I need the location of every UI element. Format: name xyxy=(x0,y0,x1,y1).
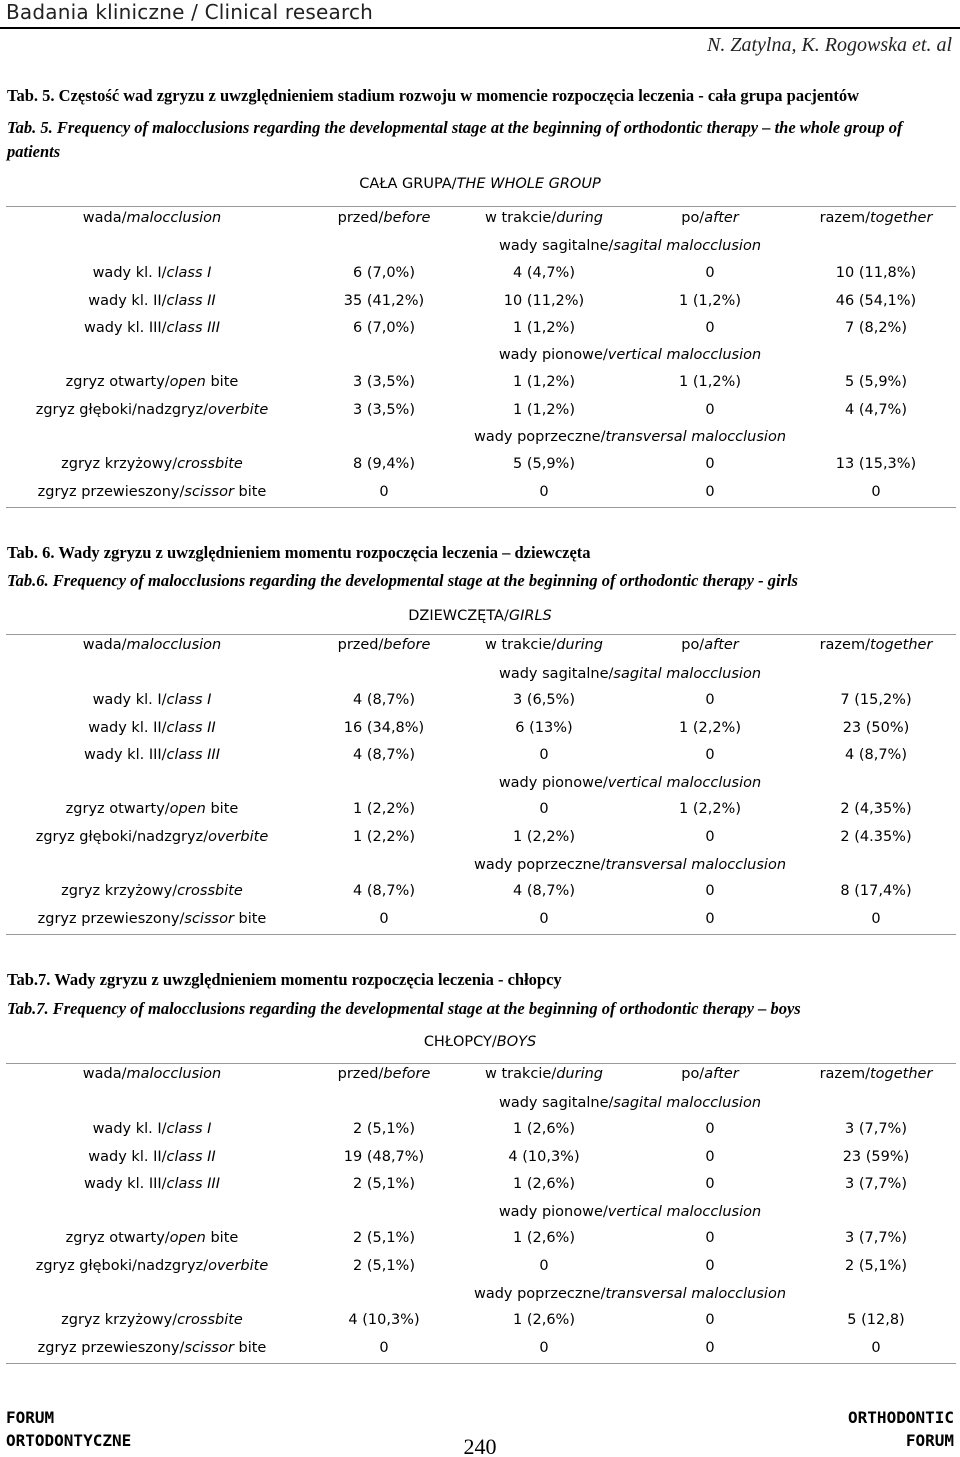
table-cell: 0 xyxy=(539,801,549,817)
table-cell: 0 xyxy=(705,1312,715,1328)
row-label xyxy=(0,692,304,708)
table-row xyxy=(0,456,960,482)
table-cell: 0 xyxy=(705,1257,715,1274)
table-cell: 0 xyxy=(705,747,715,763)
row-label-part: wady kl. III/ xyxy=(84,1176,167,1192)
table-cell: 0 xyxy=(705,456,715,472)
row-label xyxy=(0,829,304,845)
section-transversal-en: transversal malocclusion xyxy=(605,429,787,445)
column-header-en: during xyxy=(556,1066,603,1082)
row-label-part: class III xyxy=(166,747,220,763)
table-cell: 0 xyxy=(379,910,389,927)
table-header-row xyxy=(0,637,960,663)
row-label-part: zgryz krzyżowy/ xyxy=(61,456,178,472)
row-label-part: zgryz głęboki/nadzgryz/ xyxy=(35,401,209,418)
table-cell: 0 xyxy=(705,265,715,281)
table-cell: 1 (2,6%) xyxy=(513,1121,575,1137)
column-header-pl: przed/ xyxy=(337,637,384,653)
section-vertical-pl: wady pionowe/ xyxy=(498,347,608,363)
table-cell: 4 (8,7%) xyxy=(353,883,415,899)
row-label-part: class I xyxy=(166,265,212,281)
row-label-part: bite xyxy=(233,483,267,500)
table-caption-pl: Tab. 5. Częstość wad zgryzu z uwzględnieniem stadium rozwoju w momencie rozpoczęcia leczenia - cała grupa pacjentów xyxy=(7,86,860,105)
table-cell: 1 (1,2%) xyxy=(679,292,741,309)
column-header xyxy=(464,210,624,226)
column-header-pl: wada/ xyxy=(82,1066,127,1082)
table-cell: 1 (2,2%) xyxy=(679,801,741,817)
header-rule xyxy=(0,27,960,29)
row-label-part: overbite xyxy=(208,401,269,418)
column-header-pl: w trakcie/ xyxy=(485,637,557,653)
column-header xyxy=(464,637,624,653)
table-cell: 0 xyxy=(705,1339,715,1356)
table-cell: 0 xyxy=(705,828,715,845)
column-header-en: before xyxy=(383,210,431,226)
column-header-pl: w trakcie/ xyxy=(485,1066,557,1082)
row-label-part: zgryz otwarty/ xyxy=(65,801,170,817)
table-cell: 7 (15,2%) xyxy=(840,692,912,708)
table-cell: 5 (5,9%) xyxy=(845,374,907,390)
column-header-en: malocclusion xyxy=(126,210,222,226)
row-label xyxy=(0,1176,304,1192)
row-label-part: wady kl. II/ xyxy=(88,292,167,309)
table-header-row xyxy=(0,210,960,236)
table-cell: 2 (5,1%) xyxy=(353,1257,415,1274)
column-header-pl: po/ xyxy=(681,210,705,226)
table-row xyxy=(0,374,960,400)
table-cell: 0 xyxy=(379,483,389,500)
table-cell: 4 (10,3%) xyxy=(348,1312,420,1328)
table-header-row xyxy=(0,1066,960,1092)
column-header-en: together xyxy=(869,210,933,226)
table-row xyxy=(0,1340,960,1366)
section-transversal-pl: wady poprzeczne/ xyxy=(473,429,606,445)
table-caption-pl: Tab. 6. Wady zgryzu z uwzględnieniem momentu rozpoczęcia leczenia – dziewczęta xyxy=(7,543,591,562)
column-header-en: before xyxy=(383,637,431,653)
column-header-pl: przed/ xyxy=(337,210,384,226)
table-cell: 1 (2,2%) xyxy=(679,719,741,736)
row-label-part: zgryz krzyżowy/ xyxy=(61,1312,178,1328)
section-vertical-pl: wady pionowe/ xyxy=(498,1204,608,1220)
table-row xyxy=(0,829,960,855)
row-label xyxy=(0,456,304,472)
column-header-en: after xyxy=(704,637,739,653)
row-label-part: scissor xyxy=(184,483,234,500)
table-cell: 4 (8,7%) xyxy=(513,883,575,899)
table-cell: 4 (4,7%) xyxy=(513,265,575,281)
table-cell: 0 xyxy=(705,1148,715,1165)
table-cell: 1 (1,2%) xyxy=(513,320,575,336)
table-row xyxy=(0,1149,960,1175)
table-cell: 4 (8,7%) xyxy=(845,747,907,763)
row-label-part: zgryz głęboki/nadzgryz/ xyxy=(35,828,209,845)
table-cell: 3 (3,5%) xyxy=(353,374,415,390)
section-sagital-pl: wady sagitalne/ xyxy=(498,1095,614,1111)
group-title-en: THE WHOLE GROUP xyxy=(456,176,601,192)
section-transversal-en: transversal malocclusion xyxy=(605,1286,787,1302)
table-cell: 6 (7,0%) xyxy=(353,265,415,281)
table-row xyxy=(0,1230,960,1256)
table-cell: 0 xyxy=(705,1176,715,1192)
table-cell: 3 (7,7%) xyxy=(845,1230,907,1246)
table-cell: 2 (5,1%) xyxy=(845,1257,907,1274)
table-cell: 0 xyxy=(539,747,549,763)
table-cell: 10 (11,2%) xyxy=(503,292,585,309)
column-header-en: after xyxy=(704,210,739,226)
row-label xyxy=(0,265,304,281)
row-label xyxy=(0,801,304,817)
row-label-part: overbite xyxy=(208,828,269,845)
table-cell: 1 (1,2%) xyxy=(513,374,575,390)
table-cell: 16 (34,8%) xyxy=(343,719,425,736)
row-label-part: bite xyxy=(233,910,267,927)
table-cell: 23 (50%) xyxy=(842,719,910,736)
row-label-part: zgryz przewieszony/ xyxy=(37,1339,185,1356)
column-header-en: together xyxy=(869,1066,933,1082)
table-row xyxy=(0,402,960,428)
column-header-pl: razem/ xyxy=(819,210,870,226)
section-vertical-pl: wady pionowe/ xyxy=(498,775,608,791)
row-label-part: bite xyxy=(205,1230,239,1246)
page-number: 240 xyxy=(463,1434,497,1457)
table-cell: 1 (2,2%) xyxy=(353,801,415,817)
row-label-part: zgryz otwarty/ xyxy=(65,374,170,390)
group-title-pl: CHŁOPCY/ xyxy=(423,1034,497,1050)
section-transversal-label xyxy=(304,429,956,445)
section-vertical-en: vertical malocclusion xyxy=(607,347,762,363)
table-group-title xyxy=(0,176,960,192)
table-caption-en: Tab. 5. Frequency of malocclusions regarding the developmental stage at the beginning of orthodontic therapy – the whole group of patients xyxy=(7,118,903,161)
table-cell: 3 (7,7%) xyxy=(845,1121,907,1137)
table-cell: 6 (7,0%) xyxy=(353,320,415,336)
row-label-part: class II xyxy=(166,292,216,309)
row-label-part: wady kl. III/ xyxy=(84,320,167,336)
table-cell: 0 xyxy=(871,1339,881,1356)
table-cell: 0 xyxy=(705,883,715,899)
row-label xyxy=(0,1121,304,1137)
section-vertical-label xyxy=(304,347,956,363)
table-cell: 10 (11,8%) xyxy=(835,265,917,281)
table-caption-pl: Tab.7. Wady zgryzu z uwzględnieniem momentu rozpoczęcia leczenia - chłopcy xyxy=(7,970,562,989)
section-transversal-en: transversal malocclusion xyxy=(605,857,787,873)
table-cell: 6 (13%) xyxy=(515,719,573,736)
table-cell: 7 (8,2%) xyxy=(845,320,907,336)
row-label-part: class II xyxy=(166,1148,216,1165)
table-cell: 0 xyxy=(705,320,715,336)
column-header-pl: wada/ xyxy=(82,637,127,653)
table-cell: 1 (1,2%) xyxy=(513,401,575,418)
row-label-part: bite xyxy=(233,1339,267,1356)
table-cell: 0 xyxy=(539,483,549,500)
table-cell: 4 (10,3%) xyxy=(508,1148,580,1165)
row-label xyxy=(0,484,304,500)
row-label-part: open xyxy=(169,374,206,390)
row-label xyxy=(0,1312,304,1328)
table-bottom-rule xyxy=(6,1363,956,1364)
section-sagital-pl: wady sagitalne/ xyxy=(498,238,614,254)
footer-left-line2: ORTODONTYCZNE xyxy=(6,1431,132,1450)
row-label-part: overbite xyxy=(208,1257,269,1274)
column-header xyxy=(464,1066,624,1082)
section-sagital-en: sagital malocclusion xyxy=(613,1095,762,1111)
row-label-part: wady kl. II/ xyxy=(88,1148,167,1165)
row-label-part: wady kl. II/ xyxy=(88,719,167,736)
table-row xyxy=(0,293,960,319)
row-label xyxy=(0,402,304,418)
row-label-part: bite xyxy=(205,801,239,817)
table-cell: 0 xyxy=(705,401,715,418)
group-title-en: GIRLS xyxy=(508,608,552,624)
column-header xyxy=(796,210,956,226)
section-sagital-en: sagital malocclusion xyxy=(613,666,762,682)
row-label-part: wady kl. I/ xyxy=(92,265,167,281)
group-title-pl: DZIEWCZĘTA/ xyxy=(408,608,509,624)
column-header-pl: w trakcie/ xyxy=(485,210,557,226)
table-cell: 5 (5,9%) xyxy=(513,456,575,472)
row-label-part: zgryz głęboki/nadzgryz/ xyxy=(35,1257,209,1274)
column-header xyxy=(0,210,304,226)
column-header-pl: razem/ xyxy=(819,637,870,653)
table-cell: 1 (2,6%) xyxy=(513,1230,575,1246)
table-cell: 2 (4,35%) xyxy=(840,801,912,817)
table-cell: 2 (5,1%) xyxy=(353,1121,415,1137)
row-label xyxy=(0,911,304,927)
section-sagital-label xyxy=(304,238,956,254)
table-cell: 5 (12,8) xyxy=(847,1312,905,1328)
table-cell: 1 (1,2%) xyxy=(679,374,741,390)
section-sagital-en: sagital malocclusion xyxy=(613,238,762,254)
row-label xyxy=(0,374,304,390)
table-cell: 0 xyxy=(705,1121,715,1137)
table-cell: 3 (6,5%) xyxy=(513,692,575,708)
section-sagital-pl: wady sagitalne/ xyxy=(498,666,614,682)
row-label-part: wady kl. I/ xyxy=(92,692,167,708)
table-caption-en: Tab.6. Frequency of malocclusions regarding the developmental stage at the beginning of orthodontic therapy - girls xyxy=(7,571,798,590)
row-label-part: scissor xyxy=(184,1339,234,1356)
row-label xyxy=(0,1258,304,1274)
table-row xyxy=(0,883,960,909)
authors-header: N. Zatylna, K. Rogowska et. al xyxy=(707,34,952,56)
table-cell: 0 xyxy=(705,1230,715,1246)
table-cell: 4 (8,7%) xyxy=(353,747,415,763)
table-cell: 0 xyxy=(379,1339,389,1356)
row-label-part: zgryz przewieszony/ xyxy=(37,910,185,927)
table-cell: 13 (15,3%) xyxy=(835,456,917,472)
table-row xyxy=(0,484,960,510)
table-cell: 1 (2,6%) xyxy=(513,1176,575,1192)
row-label-part: crossbite xyxy=(177,1312,243,1328)
table-cell: 3 (7,7%) xyxy=(845,1176,907,1192)
table-row xyxy=(0,1312,960,1338)
section-sagital-label xyxy=(304,666,956,682)
table-caption-en: Tab.7. Frequency of malocclusions regarding the developmental stage at the beginning of orthodontic therapy – boys xyxy=(7,999,801,1018)
row-label xyxy=(0,883,304,899)
row-label-part: class III xyxy=(166,320,220,336)
column-header xyxy=(304,637,464,653)
footer-journal-en xyxy=(848,1406,954,1452)
column-header-en: during xyxy=(556,637,603,653)
row-label xyxy=(0,1149,304,1165)
table-cell: 2 (5,1%) xyxy=(353,1176,415,1192)
row-label-part: class III xyxy=(166,1176,220,1192)
table-cell: 3 (3,5%) xyxy=(353,401,415,418)
column-header xyxy=(304,210,464,226)
table-row xyxy=(0,1176,960,1202)
table-row xyxy=(0,692,960,718)
column-header-en: after xyxy=(704,1066,739,1082)
row-label-part: class I xyxy=(166,692,212,708)
table-cell: 35 (41,2%) xyxy=(343,292,425,309)
row-label-part: bite xyxy=(205,374,239,390)
row-label-part: open xyxy=(169,801,206,817)
column-header xyxy=(0,637,304,653)
column-header-pl: przed/ xyxy=(337,1066,384,1082)
table-group-title xyxy=(0,1034,960,1050)
section-vertical-en: vertical malocclusion xyxy=(607,775,762,791)
group-title-pl: CAŁA GRUPA/ xyxy=(359,176,457,192)
journal-header: Badania kliniczne / Clinical research xyxy=(6,0,374,24)
table-row xyxy=(0,265,960,291)
table-cell: 1 (2,2%) xyxy=(513,828,575,845)
table-cell: 23 (59%) xyxy=(842,1148,910,1165)
column-header xyxy=(304,1066,464,1082)
table-cell: 0 xyxy=(539,1339,549,1356)
table-group-title xyxy=(0,608,960,624)
row-label xyxy=(0,1340,304,1356)
row-label-part: crossbite xyxy=(177,456,243,472)
column-header-pl: po/ xyxy=(681,1066,705,1082)
table-cell: 19 (48,7%) xyxy=(343,1148,425,1165)
row-label xyxy=(0,720,304,736)
table-cell: 8 (9,4%) xyxy=(353,456,415,472)
column-header-pl: wada/ xyxy=(82,210,127,226)
column-header xyxy=(624,1066,796,1082)
row-label xyxy=(0,747,304,763)
row-label-part: scissor xyxy=(184,910,234,927)
table-row xyxy=(0,911,960,937)
column-header-en: malocclusion xyxy=(126,637,222,653)
table-cell: 1 (2,6%) xyxy=(513,1312,575,1328)
column-header xyxy=(0,1066,304,1082)
row-label-part: class I xyxy=(166,1121,212,1137)
column-header xyxy=(796,1066,956,1082)
row-label-part: wady kl. III/ xyxy=(84,747,167,763)
section-transversal-label xyxy=(304,1286,956,1302)
section-vertical-label xyxy=(304,1204,956,1220)
table-cell: 2 (5,1%) xyxy=(353,1230,415,1246)
row-label-part: wady kl. I/ xyxy=(92,1121,167,1137)
table-row xyxy=(0,801,960,827)
table-row xyxy=(0,720,960,746)
section-transversal-pl: wady poprzeczne/ xyxy=(473,1286,606,1302)
table-cell: 2 (4.35%) xyxy=(840,828,912,845)
table-bottom-rule xyxy=(6,934,956,935)
group-title-en: BOYS xyxy=(496,1034,537,1050)
row-label-part: zgryz krzyżowy/ xyxy=(61,883,178,899)
row-label xyxy=(0,1230,304,1246)
section-transversal-label xyxy=(304,857,956,873)
row-label xyxy=(0,320,304,336)
table-row xyxy=(0,1121,960,1147)
footer-left-line1: FORUM xyxy=(6,1408,55,1427)
section-sagital-label xyxy=(304,1095,956,1111)
table-row xyxy=(0,320,960,346)
table-cell: 0 xyxy=(705,910,715,927)
column-header xyxy=(624,210,796,226)
row-label xyxy=(0,293,304,309)
row-label-part: class II xyxy=(166,719,216,736)
table-cell: 8 (17,4%) xyxy=(840,883,912,899)
row-label-part: open xyxy=(169,1230,206,1246)
footer-right-line1: ORTHODONTIC xyxy=(848,1408,954,1427)
column-header-en: together xyxy=(869,637,933,653)
table-cell: 0 xyxy=(871,483,881,500)
column-header xyxy=(796,637,956,653)
row-label-part: crossbite xyxy=(177,883,243,899)
table-row xyxy=(0,1258,960,1284)
column-header-en: during xyxy=(556,210,603,226)
table-cell: 0 xyxy=(539,910,549,927)
column-header xyxy=(624,637,796,653)
column-header-pl: razem/ xyxy=(819,1066,870,1082)
table-cell: 0 xyxy=(871,910,881,927)
table-cell: 0 xyxy=(705,483,715,500)
table-cell: 4 (4,7%) xyxy=(845,401,907,418)
table-top-rule xyxy=(6,634,956,635)
row-label-part: zgryz otwarty/ xyxy=(65,1230,170,1246)
table-cell: 46 (54,1%) xyxy=(835,292,917,309)
column-header-pl: po/ xyxy=(681,637,705,653)
footer-right-line2: FORUM xyxy=(905,1431,954,1450)
table-row xyxy=(0,747,960,773)
column-header-en: before xyxy=(383,1066,431,1082)
section-vertical-en: vertical malocclusion xyxy=(607,1204,762,1220)
section-transversal-pl: wady poprzeczne/ xyxy=(473,857,606,873)
table-cell: 1 (2,2%) xyxy=(353,828,415,845)
table-top-rule xyxy=(6,206,956,207)
table-bottom-rule xyxy=(6,507,956,508)
table-cell: 0 xyxy=(705,692,715,708)
section-vertical-label xyxy=(304,775,956,791)
table-cell: 0 xyxy=(539,1257,549,1274)
table-top-rule xyxy=(6,1063,956,1064)
column-header-en: malocclusion xyxy=(126,1066,222,1082)
table-cell: 4 (8,7%) xyxy=(353,692,415,708)
row-label-part: zgryz przewieszony/ xyxy=(37,483,185,500)
